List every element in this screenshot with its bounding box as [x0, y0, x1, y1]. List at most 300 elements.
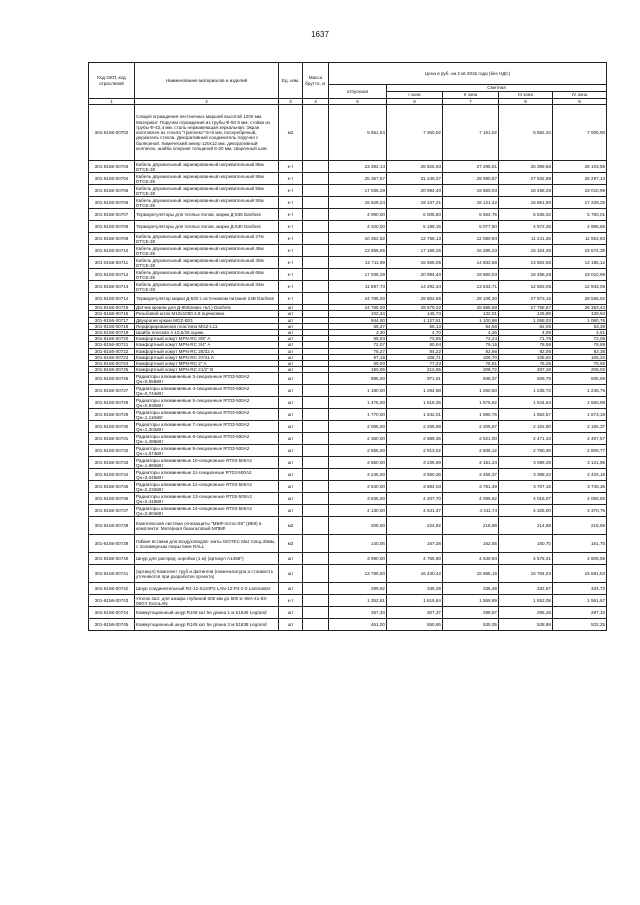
row-price-zone-4: 11 552,83 — [553, 233, 607, 245]
row-price-zone-1: 108,71 — [387, 354, 443, 360]
row-mass — [303, 481, 329, 493]
row-price-zone-1: 1 618,35 — [387, 397, 443, 409]
price-table — [88, 62, 607, 631]
row-price-zone-4: 19 010,99 — [553, 269, 607, 281]
row-price-zone-1: 12 758,13 — [387, 233, 443, 245]
row-price-release: 5 551,54 — [329, 105, 387, 161]
row-price-zone-2: 2 836,12 — [443, 445, 499, 457]
row-price-zone-4: 2 809,77 — [553, 445, 607, 457]
row-price-zone-4: 334,72 — [553, 583, 607, 595]
row-price-zone-3: 3 398,22 — [499, 469, 553, 481]
row-unit: шт — [279, 433, 303, 445]
row-price-zone-3: 2 471,43 — [499, 433, 553, 445]
row-price-zone-1: 20 994,40 — [387, 269, 443, 281]
row-price-zone-4: 1 561,67 — [553, 595, 607, 607]
row-price-release: 72,07 — [329, 342, 387, 348]
row-price-release: 3 990,00 — [329, 553, 387, 565]
table-row — [89, 105, 607, 161]
header-name: Наименование материалов и изделий — [135, 63, 279, 99]
table-row — [89, 517, 607, 535]
row-unit: шт — [279, 397, 303, 409]
row-price-zone-1: 6 005,50 — [387, 209, 443, 221]
row-price-zone-4: 935,59 — [553, 373, 607, 385]
row-unit: шт — [279, 421, 303, 433]
row-code: 301-8156-00708 — [89, 221, 135, 233]
row-name: Радиаторы алюминиевые 13-секционные RT03-500A2 Qн=2,418кВт — [135, 493, 279, 505]
row-price-zone-3: 71,76 — [499, 336, 553, 342]
row-code: 301-8156-00717 — [89, 317, 135, 323]
table-row — [89, 281, 607, 293]
row-mass — [303, 161, 329, 173]
row-code: 301-8156-00726 — [89, 373, 135, 385]
row-price-zone-1: 17 199,25 — [387, 245, 443, 257]
table-row — [89, 595, 607, 607]
row-unit: шт — [279, 469, 303, 481]
header-price-group: Цена в руб. на 2 кв 2015 года (без НДС) — [329, 63, 607, 85]
row-price-zone-2: 4 630,94 — [443, 553, 499, 565]
row-price-zone-3: 295,28 — [499, 607, 553, 619]
table-body — [89, 105, 607, 631]
row-mass — [303, 469, 329, 481]
row-price-zone-2: 948,37 — [443, 373, 499, 385]
row-name: Радиаторы алюминиевые 14-секционные RT03-500A2 Qн=2,604кВт — [135, 505, 279, 517]
row-code: 301-8156-00731 — [89, 433, 135, 445]
row-price-zone-1: 1 615,64 — [387, 595, 443, 607]
row-price-zone-2: 3 781,49 — [443, 481, 499, 493]
row-unit: шт — [279, 367, 303, 373]
row-mass — [303, 409, 329, 421]
row-name: Радиаторы алюминиевые 8-секционные RT03-500A2 Qн=1,488кВт — [135, 433, 279, 445]
row-price-release: 97,16 — [329, 354, 387, 360]
row-name: Датчик кровли для Д-850(навн.+вл.) Danfoss — [135, 305, 279, 311]
row-price-release: 55,37 — [329, 323, 387, 329]
row-name: Радиаторы алюминиевые 12-секционные RT03-500A2 Qн=2,232кВт — [135, 481, 279, 493]
row-mass — [303, 397, 329, 409]
row-price-zone-2: 3 151,24 — [443, 457, 499, 469]
row-price-zone-3: 27 973,16 — [499, 293, 553, 305]
row-price-release: 208,00 — [329, 517, 387, 535]
row-price-zone-4: 63,39 — [553, 323, 607, 329]
row-unit: шт — [279, 311, 303, 317]
row-price-release: 4 990,00 — [329, 209, 387, 221]
row-price-zone-2: 64,58 — [443, 323, 499, 329]
row-price-zone-4: 139,94 — [553, 311, 607, 317]
row-price-zone-2: 2 521,00 — [443, 433, 499, 445]
row-price-zone-2: 16 286,33 — [443, 245, 499, 257]
row-code: 301-8156-00702 — [89, 105, 135, 161]
row-mass — [303, 245, 329, 257]
row-unit: шт — [279, 445, 303, 457]
row-price-zone-4: 26 103,55 — [553, 161, 607, 173]
row-price-zone-3: 15 784,03 — [499, 565, 553, 583]
table-row — [89, 209, 607, 221]
row-price-zone-2: 27 295,61 — [443, 161, 499, 173]
row-price-zone-2: 18 121,42 — [443, 197, 499, 209]
row-price-zone-3: 1 544,64 — [499, 397, 553, 409]
row-mass — [303, 197, 329, 209]
table-row — [89, 505, 607, 517]
row-price-zone-1: 3 560,36 — [387, 469, 443, 481]
row-price-zone-2: 13 533,71 — [443, 281, 499, 293]
page-number: 1637 — [311, 30, 329, 39]
row-code: 301-8156-00711 — [89, 257, 135, 269]
row-mass — [303, 233, 329, 245]
row-price-release: 2 360,00 — [329, 433, 387, 445]
row-price-release: 289,92 — [329, 583, 387, 595]
row-unit: м2 — [279, 105, 303, 161]
row-unit: к-т — [279, 185, 303, 197]
row-price-zone-2: 15 965,15 — [443, 565, 499, 583]
row-unit: шт — [279, 305, 303, 311]
row-price-release: 15 529,24 — [329, 197, 387, 209]
row-price-zone-2: 5 664,75 — [443, 209, 499, 221]
row-price-zone-2: 5 077,50 — [443, 221, 499, 233]
table-row — [89, 385, 607, 397]
row-price-zone-3: 75,25 — [499, 361, 553, 367]
row-mass — [303, 373, 329, 385]
row-price-release: 13 956,65 — [329, 245, 387, 257]
table-row — [89, 457, 607, 469]
row-price-zone-4: 1 560,98 — [553, 397, 607, 409]
row-unit: шт — [279, 373, 303, 385]
row-code: 301-8156-00733 — [89, 457, 135, 469]
row-name: Кабель двухжильный экранированный нагревательный 45м DTCE-30 — [135, 245, 279, 257]
row-name: Комфортный хомут MPN-RC 3/4" A — [135, 342, 279, 348]
table-row — [89, 269, 607, 281]
row-unit: шт — [279, 565, 303, 583]
row-unit: шт — [279, 317, 303, 323]
row-code: 301-8156-00739 — [89, 535, 135, 553]
row-code: 301-8156-00719 — [89, 330, 135, 336]
row-price-zone-1: 4,70 — [387, 330, 443, 336]
row-unit: к-т — [279, 233, 303, 245]
row-code: 301-8156-00741 — [89, 565, 135, 583]
row-price-zone-3: 105,92 — [499, 354, 553, 360]
row-price-zone-4: 161,70 — [553, 535, 607, 553]
row-price-zone-2: 12 080,94 — [443, 233, 499, 245]
row-code: 301-8156-00716 — [89, 311, 135, 317]
row-price-release: 17 036,29 — [329, 185, 387, 197]
row-price-release: 1 180,00 — [329, 385, 387, 397]
table-row — [89, 293, 607, 305]
table-row — [89, 619, 607, 631]
row-price-zone-1: 14 292,34 — [387, 281, 443, 293]
row-name: Коммутационный шнур RJ45 кат 5е длина 3 м 51638 Legrand — [135, 619, 279, 631]
row-mass — [303, 565, 329, 583]
row-price-zone-2: 1 260,50 — [443, 385, 499, 397]
row-price-zone-1: 3 884,03 — [387, 481, 443, 493]
row-name: Радиаторы алюминиевые 7-секционные RT03-500A2 Qн=1,302кВт — [135, 421, 279, 433]
row-name: Кабель двухжильный экранированный нагревательный 50м DTCE-30 — [135, 197, 279, 209]
row-price-release: 140,05 — [329, 535, 387, 553]
col-number: 3 — [279, 99, 303, 105]
row-mass — [303, 595, 329, 607]
row-unit: шт — [279, 481, 303, 493]
table-row — [89, 607, 607, 619]
row-price-zone-2: 162,55 — [443, 535, 499, 553]
header-release: отпускная — [329, 85, 387, 99]
row-price-zone-3: 2 162,50 — [499, 421, 553, 433]
table-row — [89, 397, 607, 409]
row-price-zone-4: 7 005,90 — [553, 105, 607, 161]
row-price-zone-2: 4 411,74 — [443, 505, 499, 517]
row-unit: к-т — [279, 161, 303, 173]
row-unit: к-т — [279, 221, 303, 233]
row-code: 301-8156-00714 — [89, 293, 135, 305]
row-code: 301-8156-00743 — [89, 595, 135, 607]
row-price-zone-4: 106,34 — [553, 354, 607, 360]
row-code: 301-8156-00734 — [89, 469, 135, 481]
row-code: 301-8156-00706 — [89, 197, 135, 209]
row-price-zone-3: 16 861,90 — [499, 197, 553, 209]
row-price-zone-3: 25 399,56 — [499, 161, 553, 173]
table-row — [89, 373, 607, 385]
row-unit: шт — [279, 553, 303, 565]
row-code: 301-8156-00722 — [89, 348, 135, 354]
row-price-zone-3: 78,56 — [499, 342, 553, 348]
row-price-zone-3: 1 235,72 — [499, 385, 553, 397]
row-price-zone-1: 29 804,66 — [387, 293, 443, 305]
row-price-zone-4: 3 746,36 — [553, 481, 607, 493]
header-estimate: Сметная — [387, 85, 607, 92]
row-code: 301-8156-00721 — [89, 342, 135, 348]
row-price-zone-3: 5 535,02 — [499, 209, 553, 221]
row-code: 301-8156-00713 — [89, 281, 135, 293]
col-number: 4 — [303, 99, 329, 105]
row-price-zone-4: 208,02 — [553, 367, 607, 373]
row-price-zone-1: 5 199,15 — [387, 221, 443, 233]
row-price-release: 3 540,00 — [329, 481, 387, 493]
row-unit: к-т — [279, 209, 303, 221]
row-price-zone-4: 1 873,18 — [553, 409, 607, 421]
row-price-zone-2: 19 880,03 — [443, 185, 499, 197]
header-zone-3: III зона — [499, 92, 553, 99]
row-code: 301-8156-00728 — [89, 397, 135, 409]
row-price-zone-1: 4 531,37 — [387, 505, 443, 517]
row-unit: к-т — [279, 595, 303, 607]
row-price-zone-1: 145,73 — [387, 311, 443, 317]
row-price-zone-4: 82,38 — [553, 348, 607, 354]
table-row — [89, 221, 607, 233]
row-price-zone-3: 11 241,26 — [499, 233, 553, 245]
row-price-zone-1: 15 665,05 — [387, 257, 443, 269]
row-mass — [303, 385, 329, 397]
row-price-release: 3,30 — [329, 330, 387, 336]
row-price-zone-4: 78,89 — [553, 342, 607, 348]
row-price-zone-4: 4 986,65 — [553, 221, 607, 233]
row-price-zone-1: 2 589,35 — [387, 433, 443, 445]
row-price-zone-1: 3 236,69 — [387, 457, 443, 469]
row-price-zone-2: 1 575,62 — [443, 397, 499, 409]
row-price-zone-2: 29 106,30 — [443, 293, 499, 305]
table-row — [89, 185, 607, 197]
row-price-zone-3: 214,68 — [499, 517, 553, 535]
row-price-zone-1: 20 994,40 — [387, 185, 443, 197]
row-price-zone-1: 2 913,02 — [387, 445, 443, 457]
table-row — [89, 535, 607, 553]
row-price-zone-1: 1 942,01 — [387, 409, 443, 421]
row-price-release: 2 655,00 — [329, 445, 387, 457]
row-code: 301-8156-00718 — [89, 323, 135, 329]
row-price-zone-2: 535,05 — [443, 619, 499, 631]
row-mass — [303, 257, 329, 269]
row-name: Терморегуляторы для теплых полов, марки Д-530 Danfoss — [135, 221, 279, 233]
row-price-release: 1 475,00 — [329, 397, 387, 409]
row-mass — [303, 433, 329, 445]
row-name: Комплексная система огнезащиты "МБФ-лотос-60" (ИК6) в комплекте: Материал базальтовый МПБФ — [135, 517, 279, 535]
row-mass — [303, 457, 329, 469]
row-price-zone-2: 79,15 — [443, 342, 499, 348]
table-row — [89, 421, 607, 433]
row-price-zone-1: 16 430,42 — [387, 565, 443, 583]
row-price-zone-2: 106,70 — [443, 354, 499, 360]
row-name: (артикул) Комплект труб и фитингов (номенклатура и стоимость уточняются при разработке проекта) — [135, 565, 279, 583]
row-price-zone-3: 27 532,98 — [499, 173, 553, 185]
row-name: Радиаторы алюминиевые 3-секционные RT03-500A2 Qн=0,558кВт — [135, 373, 279, 385]
row-price-zone-2: 28 885,58 — [443, 305, 499, 311]
row-price-release: 3 835,00 — [329, 493, 387, 505]
row-unit: к-т — [279, 293, 303, 305]
row-price-release: 13 785,50 — [329, 565, 387, 583]
row-name: Коммутационный шнур RJ45 кат 5е длина 1 м 51636 Legrand — [135, 607, 279, 619]
row-price-zone-3: 1 853,57 — [499, 409, 553, 421]
row-price-zone-3: 4 016,07 — [499, 493, 553, 505]
row-price-release: 17 036,29 — [329, 269, 387, 281]
row-name: Гибкие вставки для воздуховодов- маты ISOTEC Mat толщ.30мм, с полимерным покрытием RALL — [135, 535, 279, 553]
header-zone-1: I зона — [387, 92, 443, 99]
header-zone-2: II зона — [443, 92, 499, 99]
row-price-zone-2: 1 569,89 — [443, 595, 499, 607]
table-row — [89, 245, 607, 257]
row-unit: шт — [279, 348, 303, 354]
row-price-zone-1: 80,84 — [387, 342, 443, 348]
row-price-release: 23 392,14 — [329, 161, 387, 173]
row-code: 301-8156-00710 — [89, 245, 135, 257]
row-price-zone-2: 336,49 — [443, 583, 499, 595]
row-price-zone-3: 332,67 — [499, 583, 553, 595]
row-price-zone-3: 928,79 — [499, 373, 553, 385]
row-price-zone-1: 7 350,02 — [387, 105, 443, 161]
row-price-release: 4 130,00 — [329, 505, 387, 517]
row-name: Кабель двухжильный экранированный нагревательный 65м DTCE-30 — [135, 269, 279, 281]
row-price-zone-1: 212,65 — [387, 367, 443, 373]
row-price-zone-3: 528,98 — [499, 619, 553, 631]
row-unit: к-т — [279, 173, 303, 185]
row-unit: шт — [279, 361, 303, 367]
row-mass — [303, 269, 329, 281]
row-price-zone-3: 2 780,36 — [499, 445, 553, 457]
row-price-zone-3: 6 882,34 — [499, 105, 553, 161]
row-name: Радиаторы алюминиевые 5-секционные RT03-500A2 Qн=0,930кВт — [135, 397, 279, 409]
row-price-zone-4: 3 434,16 — [553, 469, 607, 481]
row-price-zone-3: 4 325,00 — [499, 505, 553, 517]
row-price-zone-4: 1 248,79 — [553, 385, 607, 397]
row-price-zone-2: 29 590,87 — [443, 173, 499, 185]
row-price-zone-2: 1 100,98 — [443, 317, 499, 323]
row-price-release: 885,00 — [329, 373, 387, 385]
table-row — [89, 409, 607, 421]
row-name: Шнур соединительный RJ-12-S110P2 LAN-12-P2-2.0 Lanmaster — [135, 583, 279, 595]
row-price-zone-4: 17 329,25 — [553, 197, 607, 209]
row-code: 301-8156-00720 — [89, 336, 135, 342]
row-name: Шнур для распред. коробки (1 м) (артикул A1456*) — [135, 553, 279, 565]
row-code: 301-8156-00732 — [89, 445, 135, 457]
row-price-zone-4: 4 370,75 — [553, 505, 607, 517]
row-mass — [303, 583, 329, 595]
row-unit: к-т — [279, 281, 303, 293]
row-name: Комфортный хомут MPN-RC 3/8" A — [135, 336, 279, 342]
row-code: 301-8156-00712 — [89, 269, 135, 281]
row-price-zone-4: 28 297,13 — [553, 173, 607, 185]
row-unit: шт — [279, 336, 303, 342]
row-code: 301-8156-00723 — [89, 354, 135, 360]
col-number: 6 — [387, 99, 443, 105]
row-code: 301-8156-00740 — [89, 553, 135, 565]
row-price-release: 24 785,00 — [329, 305, 387, 311]
row-code: 301-8156-00730 — [89, 421, 135, 433]
row-price-zone-3: 4,09 — [499, 330, 553, 336]
row-price-zone-3: 82,06 — [499, 348, 553, 354]
row-price-zone-4: 297,10 — [553, 607, 607, 619]
row-price-zone-2: 19 880,03 — [443, 269, 499, 281]
row-unit: шт — [279, 354, 303, 360]
row-name: Уголок 3шт. для шкафа глубиной 600 мм до 500 кг 69A-41-63-08GY EuroLAN — [135, 595, 279, 607]
row-price-zone-3: 4 578,41 — [499, 553, 553, 565]
row-unit: шт — [279, 330, 303, 336]
row-name: Резьбовой шток M10x1000 4.8 оцинкован. — [135, 311, 279, 317]
table-row — [89, 583, 607, 595]
row-price-zone-4: 75,55 — [553, 361, 607, 367]
row-price-zone-3: 12 593,06 — [499, 281, 553, 293]
row-price-zone-1: 66,13 — [387, 323, 443, 329]
row-name: Кабель двухжильный экранированный нагревательный 40м DTCE-30 — [135, 257, 279, 269]
row-price-zone-3: 126,89 — [499, 311, 553, 317]
row-unit: шт — [279, 342, 303, 348]
row-name: Кабель двухжильный экранированный нагревательный 34м DTCE-30 — [135, 281, 279, 293]
row-price-release: 11 597,73 — [329, 281, 387, 293]
row-mass — [303, 619, 329, 631]
row-price-zone-3: 62,06 — [499, 323, 553, 329]
row-name: Кабель двухжильный экранированный нагревательный 27м DTCE-30 — [135, 233, 279, 245]
row-price-release: 75,27 — [329, 348, 387, 354]
row-price-zone-4: 4 606,59 — [553, 553, 607, 565]
row-unit: м2 — [279, 535, 303, 553]
row-price-zone-1: 167,28 — [387, 535, 443, 553]
row-unit: шт — [279, 323, 303, 329]
row-price-zone-2: 14 833,56 — [443, 257, 499, 269]
table-row — [89, 161, 607, 173]
row-price-zone-3: 3 089,29 — [499, 457, 553, 469]
row-name: Радиаторы алюминиевые 10-секционные RT03-500A2 Qн=1,860кВт — [135, 457, 279, 469]
row-price-release: 944,00 — [329, 317, 387, 323]
row-unit: шт — [279, 409, 303, 421]
row-price-zone-1: 4 207,70 — [387, 493, 443, 505]
row-name: Терморегуляторы для теплых полов, марки Д-535 Danfoss — [135, 209, 279, 221]
row-name: Кабель двухжильный экранированный нагревательный 85м DTCE-30 — [135, 161, 279, 173]
row-code: 301-8156-00704 — [89, 173, 135, 185]
row-price-zone-1: 19 137,21 — [387, 197, 443, 209]
col-number: 8 — [499, 99, 553, 105]
row-unit: шт — [279, 457, 303, 469]
col-number: 1 — [89, 99, 135, 105]
table-row — [89, 469, 607, 481]
row-price-release: 24 785,00 — [329, 293, 387, 305]
row-name: Комфортный хомут MPN-RC 2" A — [135, 361, 279, 367]
row-price-zone-2: 208,72 — [443, 367, 499, 373]
row-price-zone-3: 3 707,15 — [499, 481, 553, 493]
row-unit: шт — [279, 505, 303, 517]
row-mass — [303, 535, 329, 553]
